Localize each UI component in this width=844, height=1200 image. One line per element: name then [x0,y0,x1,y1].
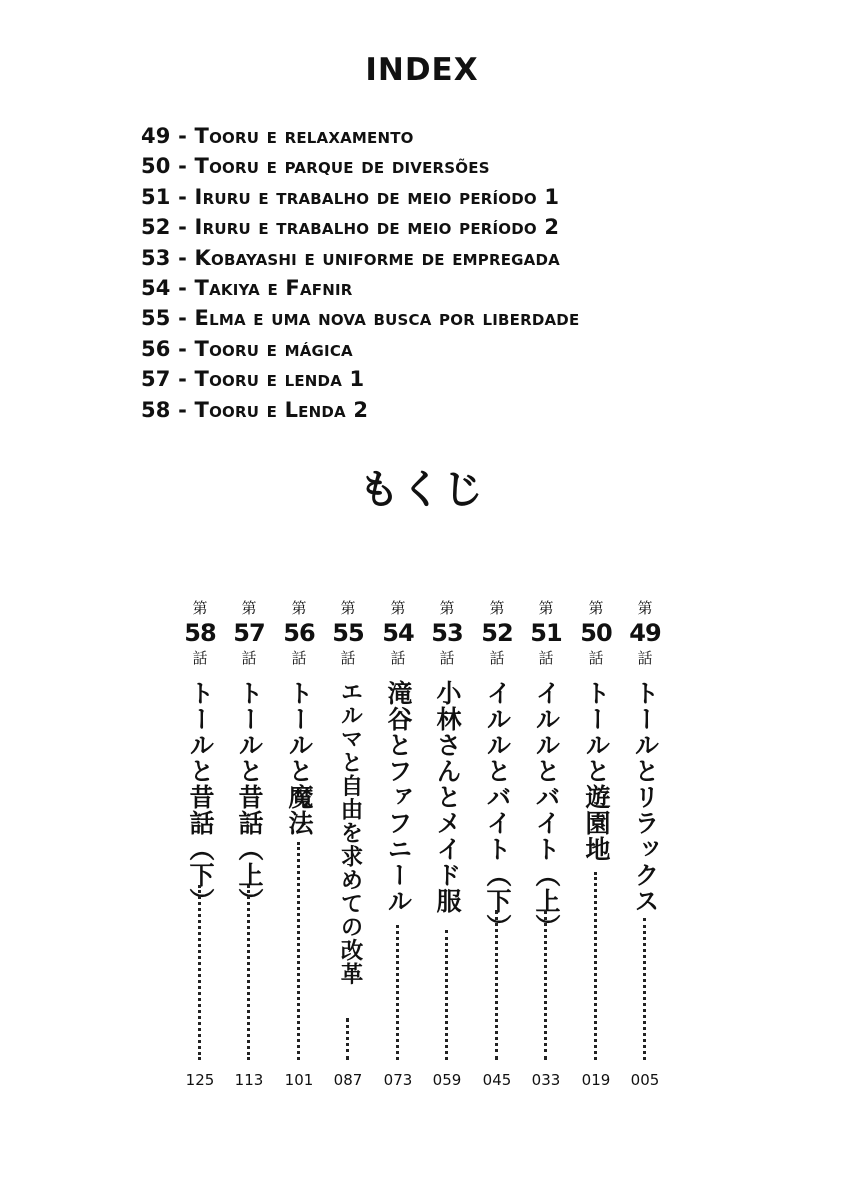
page-number: 059 [432,1071,462,1089]
toc-column [326,600,370,1090]
chapter-number: 50 [580,619,612,647]
page-number: 125 [185,1071,215,1089]
chapter-title: イルルとバイト（上） [532,680,561,940]
chapter-number: 52 [481,619,513,647]
dot-leader [495,910,498,1060]
dot-leader [643,918,646,1060]
dot-leader [247,885,250,1060]
toc-column [227,600,271,1090]
chapter-wa: 話 [588,649,604,667]
page-number: 073 [383,1071,413,1089]
chapter-dai: 第 [192,599,208,617]
dot-leader [198,885,201,1060]
toc-column [425,600,469,1090]
page-number: 005 [630,1071,660,1089]
page-number: 101 [284,1071,314,1089]
dot-leader [297,842,300,1060]
chapter-title: イルルとバイト（下） [483,680,512,940]
dot-leader [396,925,399,1060]
index-item-50: 50 - Tooru e parque de diversões [141,154,490,179]
chapter-title: トールと魔法 [285,680,314,836]
chapter-wa: 話 [489,649,505,667]
toc-column [277,600,321,1090]
index-item-52: 52 - Iruru e trabalho de meio período 2 [141,215,560,240]
chapter-wa: 話 [241,649,257,667]
chapter-title: 小林さんとメイド服 [433,680,462,914]
chapter-number: 54 [382,619,414,647]
chapter-number: 51 [530,619,562,647]
index-item-51: 51 - Iruru e trabalho de meio período 1 [141,184,560,209]
chapter-number: 55 [332,619,364,647]
toc-column [376,600,420,1090]
chapter-wa: 話 [291,649,307,667]
index-title: INDEX [365,52,479,88]
toc-column [623,600,667,1090]
dot-leader [346,1018,349,1060]
index-item-49: 49 - Tooru e relaxamento [141,124,414,148]
chapter-title: 滝谷とファフニール [384,680,413,914]
chapter-number: 57 [233,619,265,647]
chapter-dai: 第 [390,599,406,617]
index-item-56: 56 - Tooru e mágica [141,336,353,361]
chapter-wa: 話 [340,649,356,667]
index-item-53: 53 - Kobayashi e uniforme de empregada [141,245,560,270]
chapter-wa: 話 [390,649,406,667]
chapter-dai: 第 [291,599,307,617]
chapter-wa: 話 [637,649,653,667]
chapter-dai: 第 [241,599,257,617]
chapter-dai: 第 [439,599,455,617]
chapter-dai: 第 [637,599,653,617]
index-item-58: 58 - Tooru e Lenda 2 [141,397,369,422]
dot-leader [594,872,597,1060]
page-number: 087 [333,1071,363,1089]
dot-leader [544,910,547,1060]
chapter-number: 49 [629,619,661,647]
toc-column [178,600,222,1090]
page-number: 045 [482,1071,512,1089]
dot-leader [445,930,448,1060]
index-item-54: 54 - Takiya e Fafnir [141,275,353,300]
chapter-title: トールと昔話（上） [235,680,264,914]
chapter-dai: 第 [538,599,554,617]
chapter-wa: 話 [192,649,208,667]
chapter-number: 53 [431,619,463,647]
chapter-title: トールと遊園地 [582,680,611,862]
toc-column [574,600,618,1090]
chapter-title: エルマと自由を求めての改革 [337,680,363,986]
chapter-dai: 第 [340,599,356,617]
index-item-55: 55 - Elma e uma nova busca por liberdade [141,306,580,331]
page-number: 033 [531,1071,561,1089]
mokuji-title: もくじ [359,467,485,513]
chapter-number: 56 [283,619,315,647]
page-number: 113 [234,1071,264,1089]
chapter-wa: 話 [439,649,455,667]
toc-column [524,600,568,1090]
chapter-title: トールとリラックス [631,680,660,914]
page-number: 019 [581,1071,611,1089]
toc-column [475,600,519,1090]
chapter-dai: 第 [588,599,604,617]
chapter-dai: 第 [489,599,505,617]
chapter-wa: 話 [538,649,554,667]
index-item-57: 57 - Tooru e lenda 1 [141,367,365,392]
chapter-number: 58 [184,619,216,647]
chapter-title: トールと昔話（下） [186,680,215,914]
